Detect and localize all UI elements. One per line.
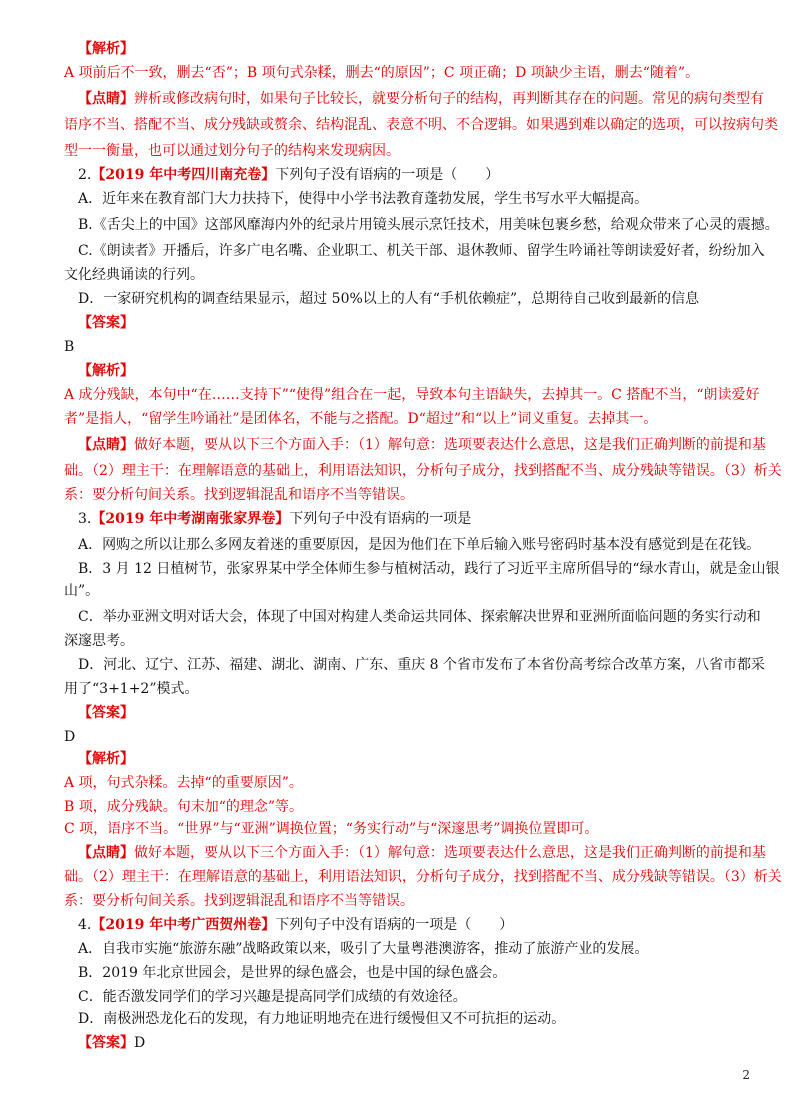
text-line: A．网购之所以让那么多网友着迷的重要原因，是因为他们在下单后输入账号密码时基本没有感觉到是在花钱。: [78, 537, 761, 553]
text-line: 础。（2）理主干：在理解语意的基础上，利用语法知识，分析句子成分，找到搭配不当、成分残缺等错误。（3）析关: [64, 869, 782, 885]
text-line: 【解析】: [78, 751, 134, 767]
section-tag: 【点睛】: [78, 845, 134, 861]
text-line: 【答案】: [78, 315, 134, 331]
text-line: 系：要分析句间关系。找到逻辑混乱和语序不当等错误。: [64, 487, 414, 503]
text-line: A．近年来在教育部门大力扶持下，使得中小学书法教育蓬勃发展，学生书写水平大幅提高。: [78, 191, 649, 207]
question-source: 【2019 年中考四川南充卷】: [91, 167, 276, 183]
line-text: 做好本题，要从以下三个方面入手：（1）解句意：选项要表达什么意思，这是我们正确判断的前提和基: [134, 845, 766, 861]
text-line: A 项，句式杂糅。去掉“的重要原因”。: [64, 775, 303, 791]
text-line: 深邃思考。: [64, 633, 134, 649]
text-line: C.《朗读者》开播后，许多广电名嘴、企业职工、机关干部、退休教师、留学生吟诵社等朗读爱好者，纷纷加入: [78, 243, 765, 259]
line-text: 辨析或修改病句时，如果句子比较长，就要分析句子的结构，再判断其存在的问题。常见的病句类型有: [134, 91, 764, 107]
text-line: 【解析】: [78, 363, 134, 379]
line-text: 做好本题，要从以下三个方面入手：（1）解句意：选项要表达什么意思，这是我们正确判断的前提和基: [134, 437, 766, 453]
section-tag: 【点睛】: [78, 437, 134, 453]
page-number: 2: [742, 1068, 750, 1082]
text-line: 【答案】: [78, 705, 134, 721]
text-line: D．河北、辽宁、江苏、福建、湖北、湖南、广东、重庆 8 个省市发布了本省份高考综合改革方案，八省市都采: [78, 657, 766, 673]
text-line: A 项前后不一致，删去“否”；B 项句式杂糅，删去“的原因”；C 项正确；D 项缺少主语，删去“随着”。: [64, 65, 700, 81]
text-line: 础。（2）理主干：在理解语意的基础上，利用语法知识，分析句子成分，找到搭配不当、成分残缺等错误。（3）析关: [64, 463, 782, 479]
text-line: [78, 1032, 768, 1054]
line-text: D: [134, 1035, 146, 1051]
text-line: 【解析】: [78, 41, 134, 57]
text-line: [78, 914, 768, 936]
question-source: 【2019 年中考湖南张家界卷】: [91, 511, 290, 527]
text-line: 语序不当、搭配不当、成分残缺或赘余、结构混乱、表意不明、不合逻辑。如果遇到难以确定的选项，可以按病句类: [64, 117, 778, 133]
text-line: B: [64, 339, 75, 355]
line-text: 下列句子没有语病的一项是（ ）: [275, 167, 500, 183]
text-line: 系：要分析句间关系。找到逻辑混乱和语序不当等错误。: [64, 893, 414, 909]
text-line: [78, 508, 768, 530]
text-line: A．自我市实施“旅游东融”战略政策以来，吸引了大量粤港澳游客，推动了旅游产业的发展。: [78, 941, 649, 957]
line-text: 下列句子中没有语病的一项是（ ）: [275, 917, 514, 933]
text-line: [78, 434, 768, 456]
line-text: 2.: [78, 167, 92, 183]
text-line: B 项，成分残缺。句末加“的理念”等。: [64, 799, 304, 815]
line-text: 4.: [78, 917, 92, 933]
text-line: A 成分残缺，本句中“在……支持下”“使得”组合在一起，导致本句主语缺失，去掉其一。C 搭配不当，“朗读爱好: [64, 387, 760, 403]
question-source: 【2019 年中考广西贺州卷】: [91, 917, 276, 933]
text-line: [78, 164, 768, 186]
text-line: 文化经典诵读的行列。: [64, 267, 204, 283]
section-tag: 【点睛】: [78, 91, 134, 107]
text-line: B．3 月 12 日植树节，张家界某中学全体师生参与植树活动，践行了习近平主席所倡导的“绿水青山，就是金山银: [78, 561, 780, 577]
text-line: 型一一衡量，也可以通过划分句子的结构来发现病因。: [64, 143, 400, 159]
text-line: D．一家研究机构的调查结果显示，超过 50%以上的人有“手机依赖症”，总期待自己收到最新的信息: [78, 291, 700, 307]
text-line: [78, 88, 768, 110]
line-text: 3.: [78, 511, 92, 527]
text-line: [78, 842, 768, 864]
text-line: D: [64, 729, 76, 745]
text-line: C 项，语序不当。“世界”与“亚洲”调换位置；“务实行动”与“深邃思考”调换位置即可。: [64, 821, 599, 837]
text-line: 用了“3+1+2”模式。: [64, 681, 199, 697]
text-line: 者”是指人，“留学生吟诵社”是团体名，不能与之搭配。D“超过”和“以上”词义重复。去掉其一。: [64, 411, 658, 427]
text-line: B.《舌尖上的中国》这部风靡海内外的纪录片用镜头展示烹饪技术，用美味包裹乡愁，给观众带来了心灵的震撼。: [78, 217, 779, 233]
section-tag: 【答案】: [78, 1035, 134, 1051]
text-line: 山”。: [64, 583, 100, 599]
line-text: 下列句子中没有语病的一项是: [289, 511, 472, 527]
text-line: B．2019 年北京世园会，是世界的绿色盛会，也是中国的绿色盛会。: [78, 965, 507, 981]
text-line: C．能否激发同学们的学习兴趣是提高同学们成绩的有效途径。: [78, 989, 467, 1005]
text-line: C．举办亚洲文明对话大会，体现了中国对构建人类命运共同体、探索解决世界和亚洲所面临问题的务实行动和: [78, 609, 761, 625]
text-line: D．南极洲恐龙化石的发现，有力地证明地壳在进行缓慢但又不可抗拒的运动。: [78, 1011, 566, 1027]
